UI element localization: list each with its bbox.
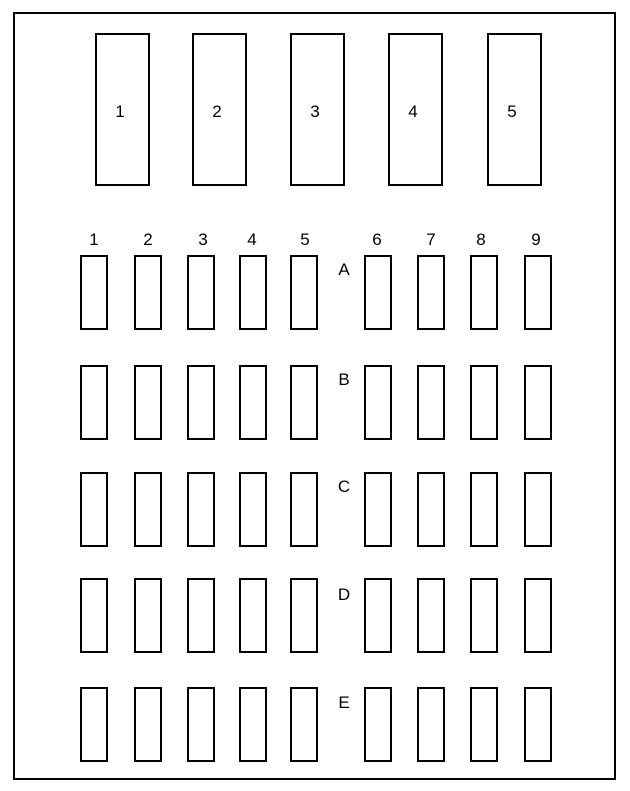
fuse-E5	[291, 688, 317, 761]
fuse-B6	[365, 366, 391, 439]
fuse-B7	[418, 366, 444, 439]
row-label-A: A	[338, 260, 350, 279]
fuse-E6	[365, 688, 391, 761]
fuse-A6	[365, 256, 391, 329]
fuse-D3	[188, 579, 214, 652]
column-label-9: 9	[531, 230, 541, 249]
column-label-4: 4	[247, 230, 257, 249]
fuse-C3	[188, 473, 214, 546]
fuse-B3	[188, 366, 214, 439]
fuse-A8	[471, 256, 497, 329]
column-label-2: 2	[143, 230, 153, 249]
row-label-B: B	[338, 370, 350, 389]
fuse-B2	[135, 366, 161, 439]
fuse-E7	[418, 688, 444, 761]
relay-3	[291, 34, 344, 185]
fuse-D5	[291, 579, 317, 652]
fuse-D8	[471, 579, 497, 652]
relay-label: 3	[310, 102, 320, 121]
relay-4	[389, 34, 442, 185]
fuse-E8	[471, 688, 497, 761]
relay-label: 1	[115, 102, 125, 121]
column-label-3: 3	[198, 230, 208, 249]
fuse-A9	[525, 256, 551, 329]
fuse-E4	[240, 688, 266, 761]
fuse-D1	[81, 579, 107, 652]
fuse-E1	[81, 688, 107, 761]
fuse-C9	[525, 473, 551, 546]
column-label-5: 5	[300, 230, 310, 249]
column-label-1: 1	[89, 230, 99, 249]
fuse-C2	[135, 473, 161, 546]
fuse-C8	[471, 473, 497, 546]
fuse-E3	[188, 688, 214, 761]
relay-label: 2	[212, 102, 222, 121]
fuse-D2	[135, 579, 161, 652]
fuse-A4	[240, 256, 266, 329]
fuse-A5	[291, 256, 317, 329]
row-label-D: D	[337, 585, 351, 604]
fuse-C7	[418, 473, 444, 546]
row-label-C: C	[337, 477, 351, 496]
fuse-D9	[525, 579, 551, 652]
relay-2	[193, 34, 246, 185]
fuse-A1	[81, 256, 107, 329]
fuse-D6	[365, 579, 391, 652]
fuse-E9	[525, 688, 551, 761]
relay-label: 5	[507, 102, 517, 121]
fuse-B1	[81, 366, 107, 439]
fuse-E2	[135, 688, 161, 761]
fuse-A7	[418, 256, 444, 329]
column-label-6: 6	[372, 230, 382, 249]
fuse-C4	[240, 473, 266, 546]
relay-label: 4	[408, 102, 418, 121]
fuse-D7	[418, 579, 444, 652]
row-label-E: E	[338, 693, 350, 712]
relay-5	[488, 34, 541, 185]
fuse-B9	[525, 366, 551, 439]
relay-1	[96, 34, 149, 185]
fuse-D4	[240, 579, 266, 652]
fuse-C6	[365, 473, 391, 546]
fuse-A2	[135, 256, 161, 329]
fuse-C5	[291, 473, 317, 546]
fuse-B5	[291, 366, 317, 439]
fuse-C1	[81, 473, 107, 546]
column-label-8: 8	[476, 230, 486, 249]
column-label-7: 7	[426, 230, 436, 249]
fuse-B4	[240, 366, 266, 439]
fuse-B8	[471, 366, 497, 439]
fuse-A3	[188, 256, 214, 329]
